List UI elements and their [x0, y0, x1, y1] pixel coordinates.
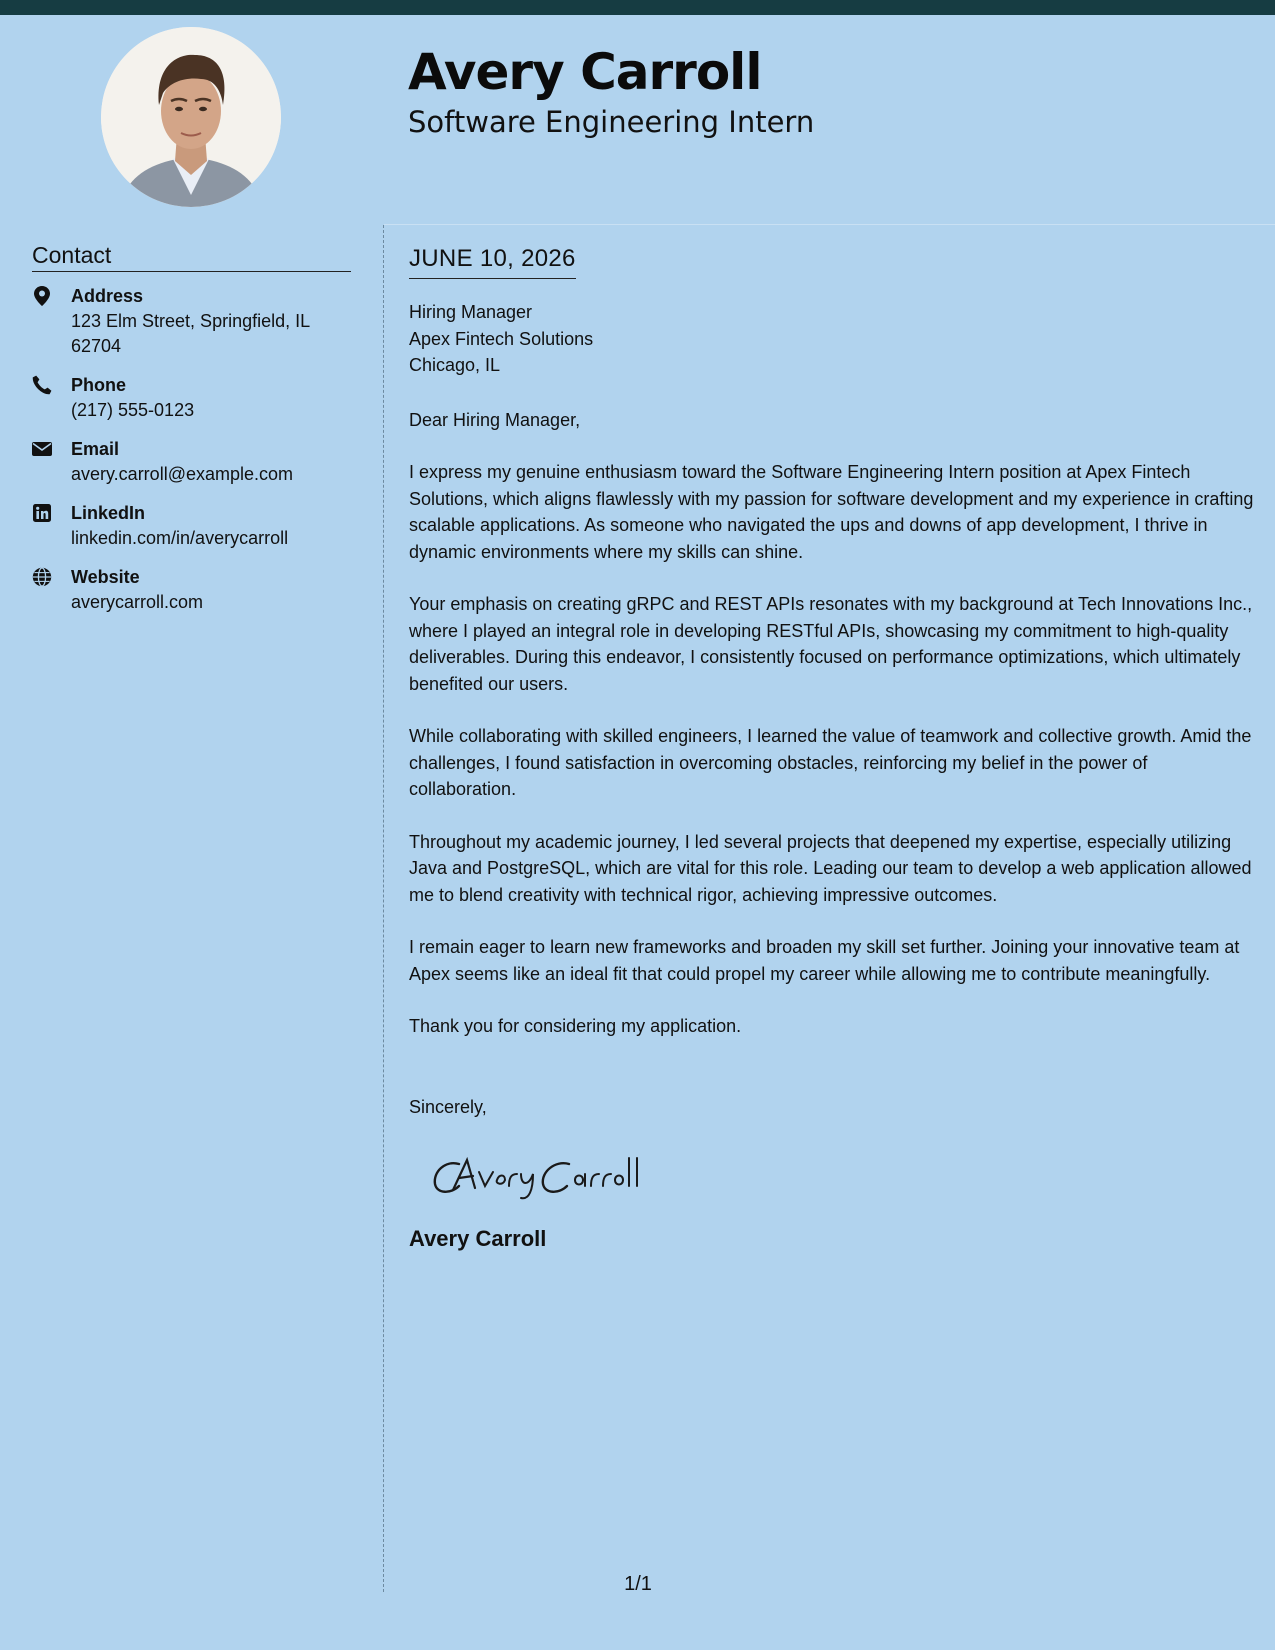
address-value: 123 Elm Street, Springfield, IL 62704: [71, 311, 311, 356]
contact-heading: Contact: [32, 240, 351, 272]
letter-paragraph: Your emphasis on creating gRPC and REST APIs resonates with my background at Tech Innovations Inc., where I played an integral role in developing RESTful APIs, showcasing my commitment to high-quality deliverables. During this endeavor, I consistently focused on performance optimizations, which ultimately benefited our users.: [409, 594, 1253, 694]
letter-paragraph: While collaborating with skilled engineers, I learned the value of teamwork and collective growth. Amid the challenges, I found satisfaction in overcoming obstacles, reinforcing my belief in the power of collaboration.: [409, 726, 1252, 799]
column-divider: [383, 225, 384, 1592]
header-divider: [384, 224, 1275, 225]
salutation: Dear Hiring Manager,: [409, 409, 581, 430]
phone-label: Phone: [71, 375, 127, 395]
map-pin-icon: [32, 286, 52, 306]
globe-icon: [32, 567, 52, 587]
recipient-block: [409, 299, 1254, 379]
letter-paragraph: I remain eager to learn new frameworks and broaden my skill set further. Joining your innovative team at Apex seems like an ideal fit that could propel my career while allowing me to contribute meaningfully.: [409, 937, 1240, 984]
website-value: averycarroll.com: [71, 592, 204, 612]
applicant-name: Avery Carroll: [408, 43, 762, 101]
contact-item-website: [32, 565, 351, 615]
linkedin-label: LinkedIn: [71, 503, 146, 523]
handwritten-signature: [429, 1150, 1254, 1202]
linkedin-value: linkedin.com/in/averycarroll: [71, 528, 289, 548]
closing: Sincerely,: [409, 1096, 487, 1117]
envelope-icon: [32, 439, 52, 459]
linkedin-icon: [32, 503, 52, 523]
letter-paragraph: Thank you for considering my application.: [409, 1016, 742, 1036]
contact-item-linkedin: [32, 501, 351, 551]
recipient-line: Apex Fintech Solutions: [409, 328, 594, 349]
letter-date: JUNE 10, 2026: [409, 244, 576, 279]
contact-item-address: [32, 284, 351, 359]
website-label: Website: [71, 567, 140, 587]
letter-paragraph: I express my genuine enthusiasm toward the Software Engineering Intern position at Apex Fintech Solutions, which aligns flawlessly with my passion for software development and my experience in crafting scalable applications. As someone who navigated the ups and downs of app development, I thrive in dynamic environments where my skills can shine.: [409, 462, 1254, 562]
recipient-line: Hiring Manager: [409, 302, 533, 322]
top-bar: [0, 0, 1275, 15]
contact-sidebar: [32, 240, 351, 629]
letter-body: [409, 244, 1254, 1254]
phone-value: (217) 555-0123: [71, 400, 195, 420]
recipient-line: Chicago, IL: [409, 355, 501, 375]
email-label: Email: [71, 439, 120, 459]
phone-icon: [32, 375, 52, 395]
contact-item-email: [32, 437, 351, 487]
contact-item-phone: [32, 373, 351, 423]
email-value: avery.carroll@example.com: [71, 464, 294, 484]
page-number: 1/1: [624, 1573, 652, 1595]
profile-photo: [101, 27, 281, 207]
job-title: Software Engineering Intern: [408, 105, 815, 139]
address-label: Address: [71, 286, 144, 306]
letter-paragraph: Throughout my academic journey, I led several projects that deepened my expertise, especially utilizing Java and PostgreSQL, which are vital for this role. Leading our team to develop a web application allowed me to blend creativity with technical rigor, achieving impressive outcomes.: [409, 831, 1252, 905]
signer-name: Avery Carroll: [409, 1226, 547, 1251]
